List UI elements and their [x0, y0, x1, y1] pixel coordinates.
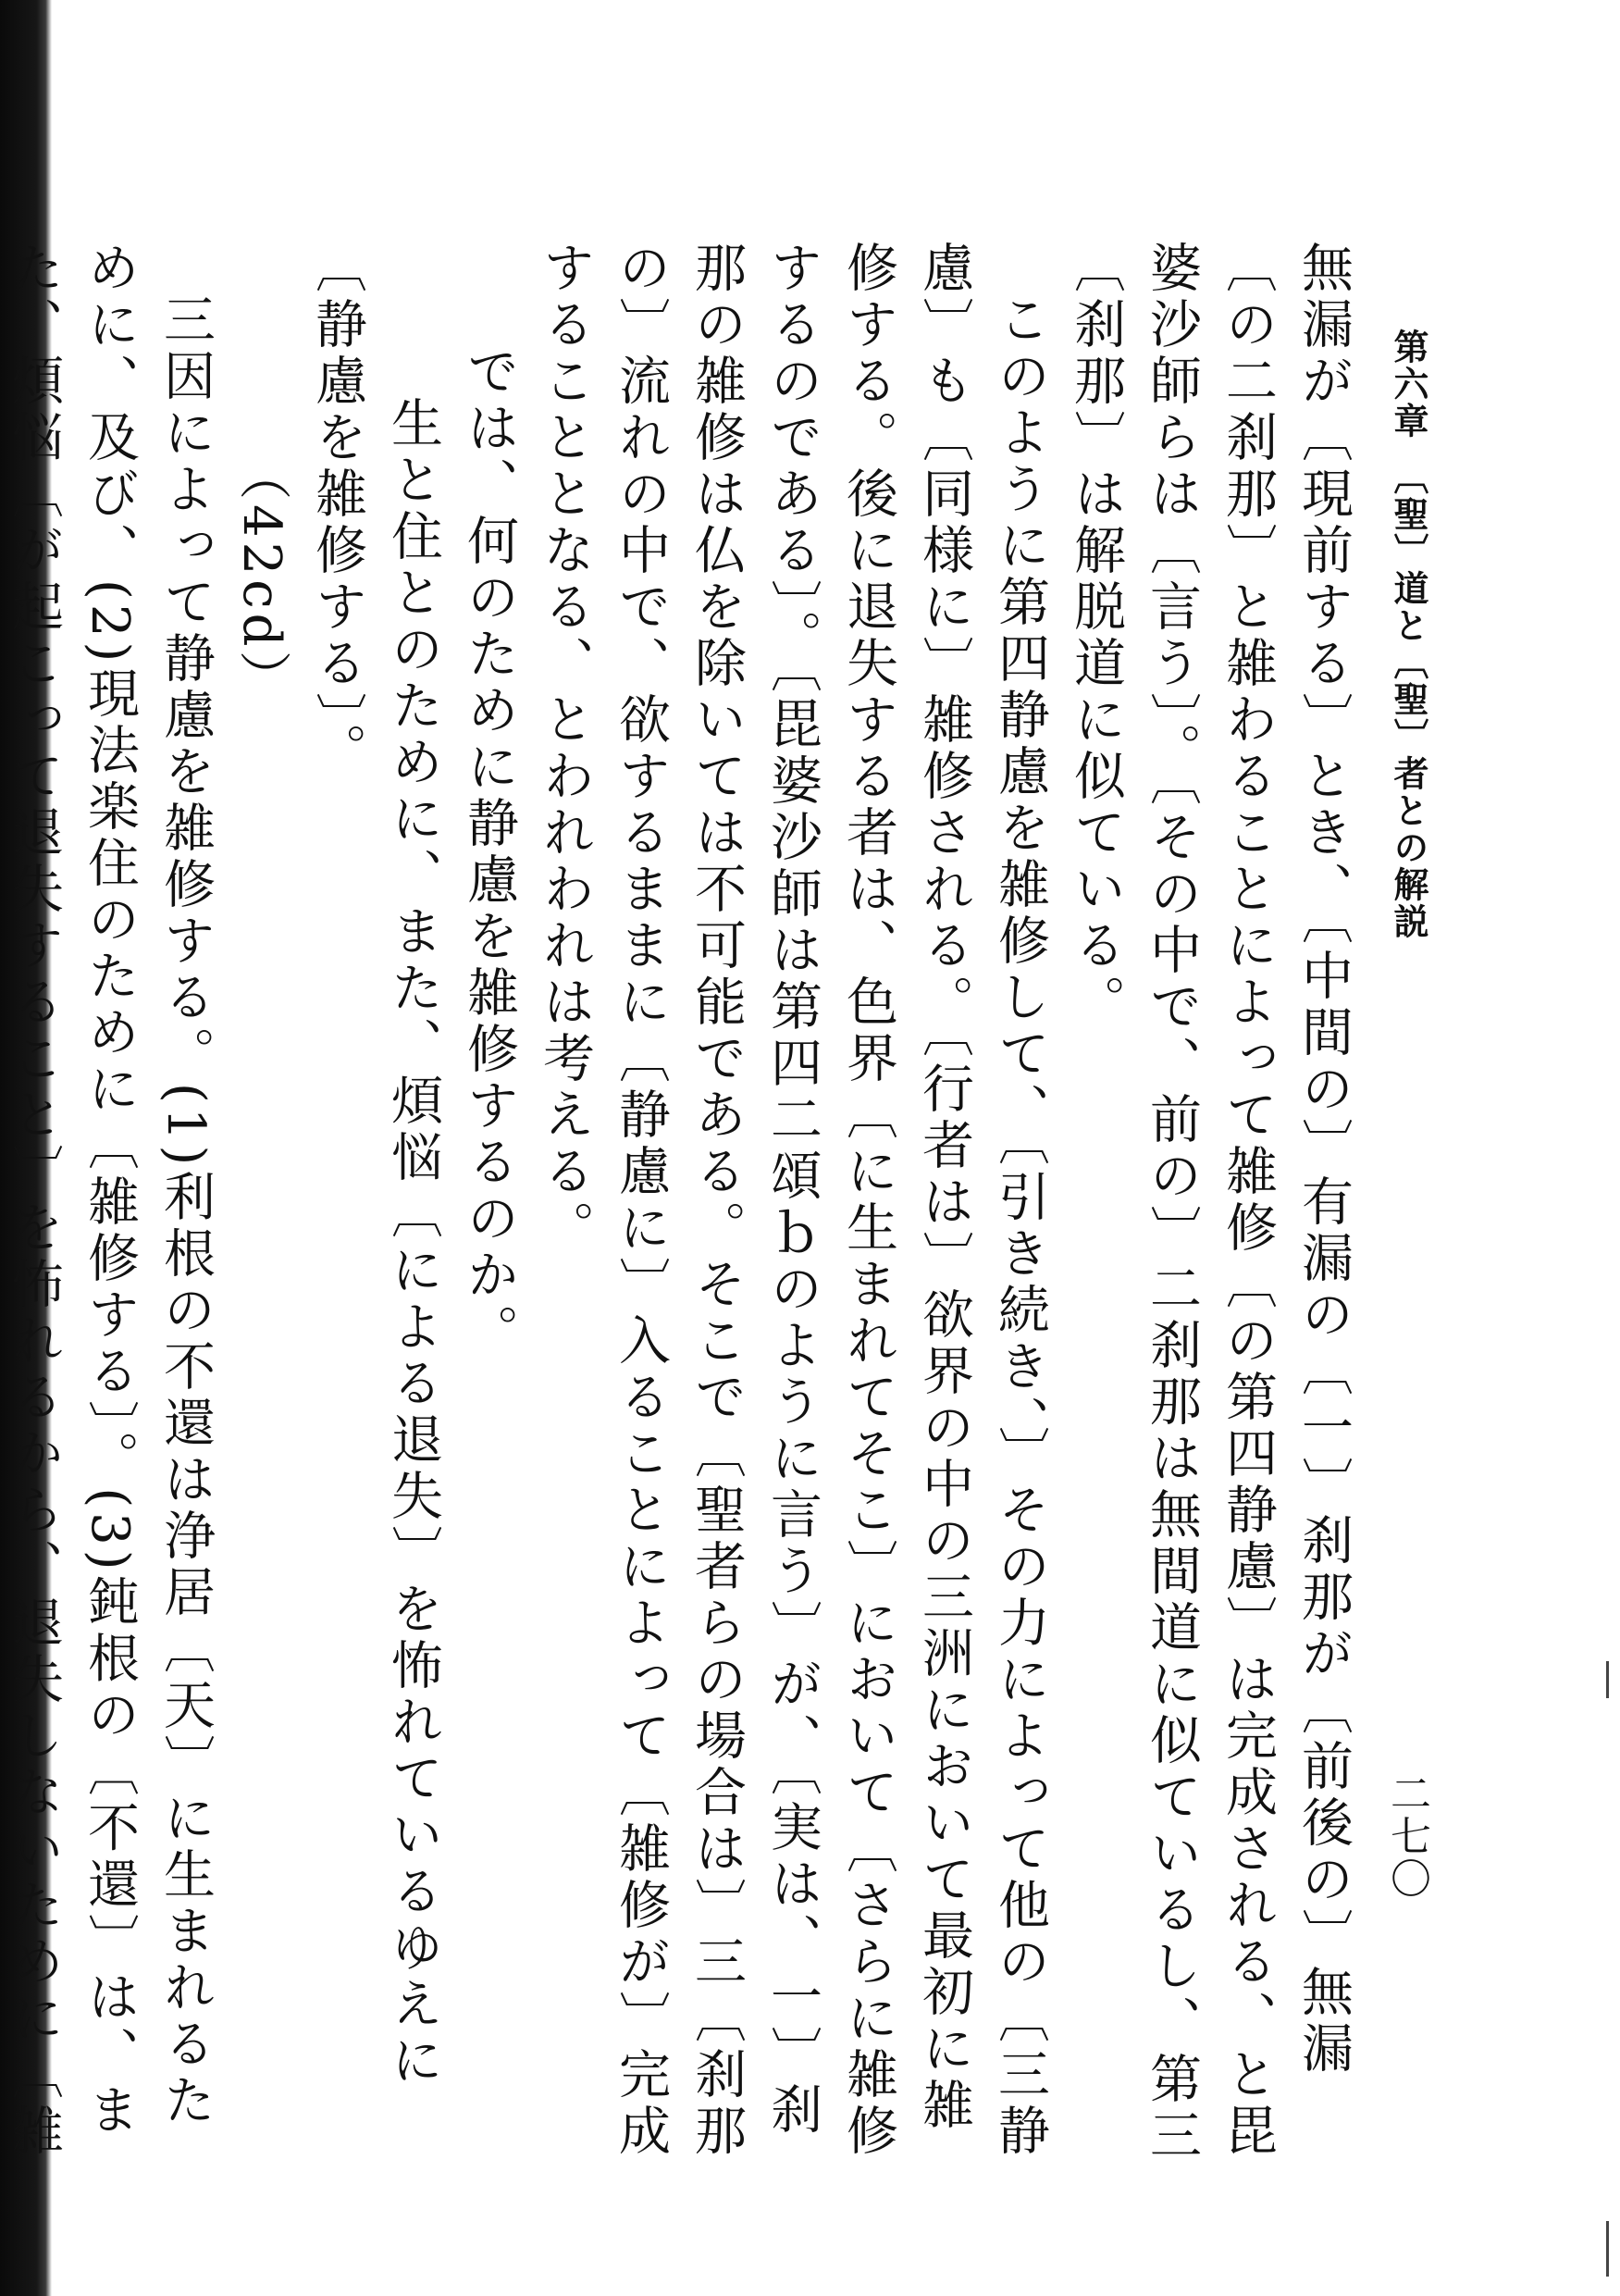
scan-artifact-mark — [1606, 1661, 1609, 1698]
paragraph: 三因によって静慮を雑修する。(1)利根の不還は浄居〔天〕に生まれるために、及び、(2)現法楽住のために〔雑修する〕。(3)鈍根の〔不還〕は、また、煩悩〔が起こって退失すること〕を怖れるから、退失しないために〔雑 — [4, 241, 216, 2160]
paragraph: 無漏が〔現前する〕とき、〔中間の〕有漏の〔一〕刹那が〔前後の〕無漏〔の二刹那〕と雑わることによって雑修〔の第四静慮〕は完成される、と毘婆沙師らは〔言う〕。〔その中で、前の〕二刹那は無間道に似ているし、第三〔刹那〕は解脱道に似ている。 — [1066, 241, 1354, 2165]
running-head: 第六章 〔聖〕道と〔聖〕者との解説 — [1388, 329, 1429, 940]
page-number: 二七〇 — [1383, 1772, 1430, 1900]
verse: 生と住とのために、また、煩悩〔による退失〕を怖れているゆえに〔静慮を雑修する〕。 — [307, 241, 443, 2090]
paragraph: このように第四静慮を雑修して、〔引き続き、〕その力によって他の〔三静慮〕も〔同様に〕雑修される。〔行者は〕欲界の中の三洲において最初に雑修する。後に退失する者は、色界〔に生まれてそこ〕において〔さらに雑修するのである〕。〔毘婆沙師は第四二頌ｂのように言う〕が、〔実は、一〕刹那の雑修は仏を除いては不可能である。そこで〔聖者らの場合は〕三〔刹那の〕流れの中で、欲するままに〔静慮に〕入ることによって〔雑修が〕完成することとなる、とわれわれは考える。 — [535, 241, 1050, 2160]
body-text — [4, 241, 1361, 2166]
paragraph: では、何のために静慮を雑修するのか。 — [459, 344, 519, 1360]
scan-artifact-mark — [1606, 2221, 1609, 2277]
verse-citation: （42cd） — [231, 448, 291, 708]
